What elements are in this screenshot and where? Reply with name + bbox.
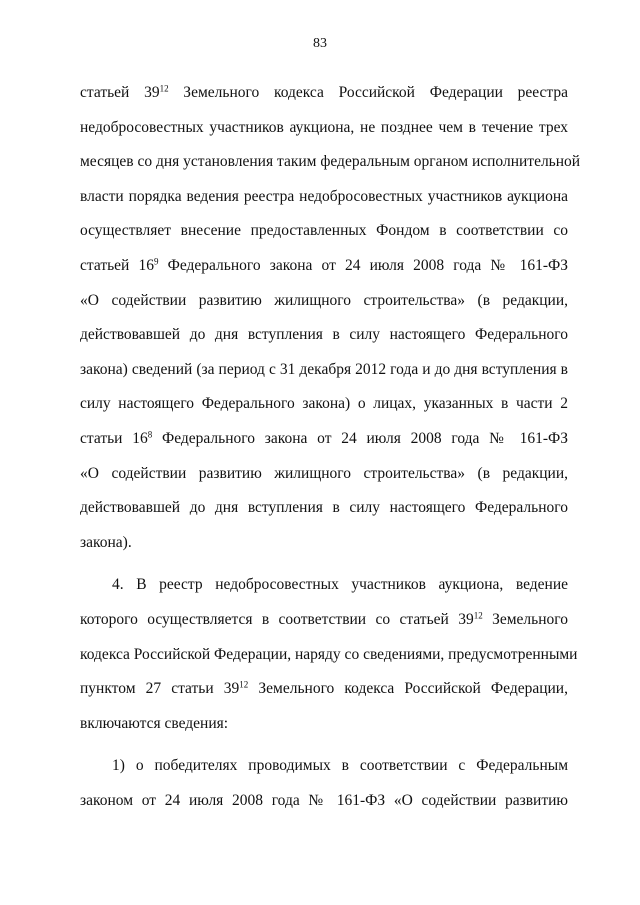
text-line: пунктом 27 статьи $39^{12}$ Земельного кодекса Российской Федерации, — [80, 679, 568, 698]
text-line: месяцев со дня установления таким федеральным органом исполнительной — [80, 153, 581, 171]
paragraph-gap — [80, 741, 568, 749]
text-line: которого осуществляется в соответствии со статьей $39^{12}$ Земельного — [80, 610, 568, 628]
text-line: 1) о победителях проводимых в соответствии с Федеральным — [112, 757, 568, 775]
text-line: включаются сведения: — [80, 714, 229, 732]
text-line: кодекса Российской Федерации, наряду со сведениями, предусмотренными — [80, 645, 578, 663]
document-body — [80, 76, 581, 818]
text-line: статьей $39^{12}$ Земельного кодекса Российской Федерации реестра — [80, 83, 569, 101]
text-line: действовавшей до дня вступления в силу настоящего Федерального — [80, 326, 568, 344]
text-line: силу настоящего Федерального закона) о лицах, указанных в части 2 — [80, 395, 568, 413]
text-line: осуществляет внесение предоставленных Фондом в соответствии со — [80, 222, 568, 240]
text-line: недобросовестных участников аукциона, не позднее чем в течение трех — [80, 118, 568, 136]
text-line: законом от 24 июля 2008 года № 161-ФЗ «О содействии развитию — [80, 791, 568, 809]
page-number: 83 — [313, 36, 327, 51]
text-line: власти порядка ведения реестра недобросовестных участников аукциона — [80, 187, 568, 205]
text-line: закона). — [80, 533, 132, 551]
text-line: статьи $16^8$ Федерального закона от 24 июля 2008 года № 161-ФЗ — [80, 429, 568, 447]
text-line: 4. В реестр недобросовестных участников аукциона, ведение — [112, 576, 568, 594]
text-line: «О содействии развитию жилищного строительства» (в редакции, — [80, 464, 568, 482]
text-line: «О содействии развитию жилищного строительства» (в редакции, — [80, 291, 568, 309]
text-line: закона) сведений (за период с 31 декабря 2012 года и до дня вступления в — [80, 360, 568, 378]
paragraph-gap — [80, 560, 568, 568]
text-line: статьей $16^9$ Федерального закона от 24 июля 2008 года № 161-ФЗ — [80, 256, 568, 274]
text-line: действовавшей до дня вступления в силу настоящего Федерального — [80, 499, 568, 517]
